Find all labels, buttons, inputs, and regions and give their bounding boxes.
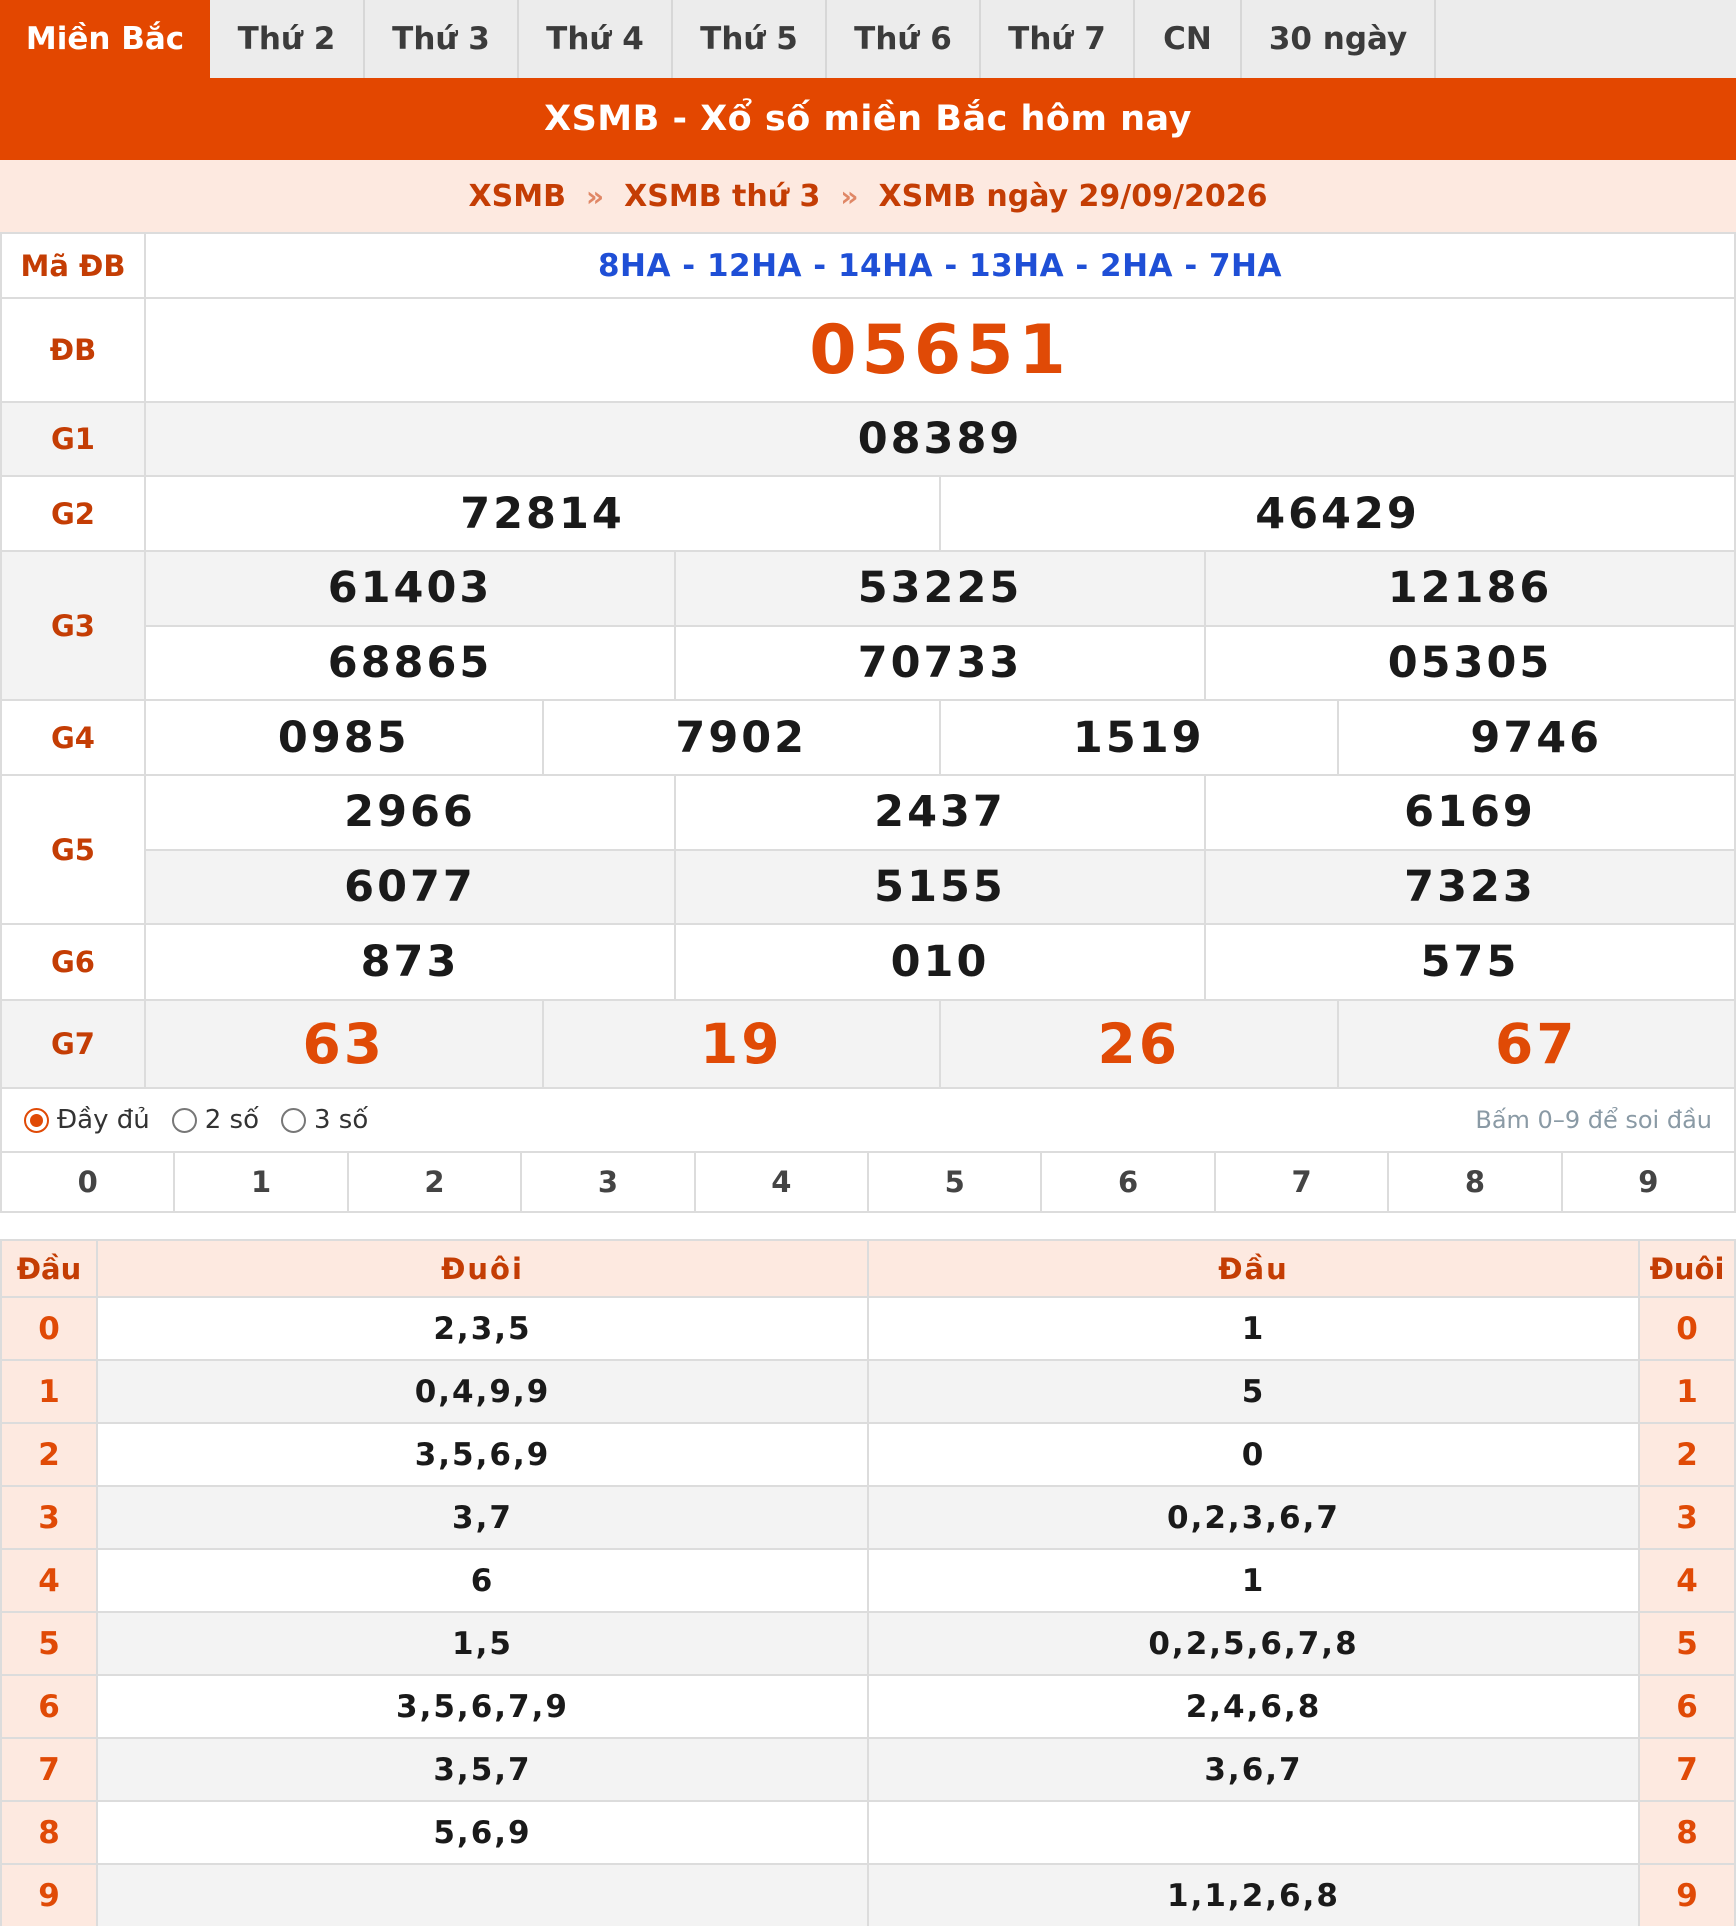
g6-number: 010 bbox=[674, 925, 1204, 999]
loto-duoi-values: 3,7 bbox=[98, 1487, 869, 1548]
tab-thu-7[interactable]: Thứ 7 bbox=[981, 0, 1135, 78]
g2-number: 46429 bbox=[939, 477, 1734, 550]
loto-table bbox=[0, 1239, 1736, 1926]
option-3-digits[interactable] bbox=[281, 1105, 368, 1135]
breadcrumb-separator: » bbox=[586, 179, 605, 213]
loto-duoi-values: 3,5,6,9 bbox=[98, 1424, 869, 1485]
g6-number: 873 bbox=[360, 937, 460, 987]
g5-number: 2966 bbox=[344, 787, 476, 838]
loto-key-duoi: 4 bbox=[1640, 1550, 1736, 1611]
ma-db-codes: 8HA - 12HA - 14HA - 13HA - 2HA - 7HA bbox=[597, 247, 1282, 284]
prize-g7-row bbox=[0, 1001, 1736, 1089]
digit-button-4[interactable]: 4 bbox=[696, 1153, 869, 1211]
prize-label-g7: G7 bbox=[0, 1001, 146, 1087]
option-2-digits-label: 2 số bbox=[204, 1105, 259, 1135]
loto-row bbox=[2, 1487, 1736, 1550]
g2-number: 72814 bbox=[460, 488, 625, 539]
g4-number: 0985 bbox=[277, 712, 410, 763]
g5-number: 6077 bbox=[344, 861, 476, 912]
tab-30-ngay[interactable]: 30 ngày bbox=[1242, 0, 1436, 78]
loto-duoi-values: 1,5 bbox=[98, 1613, 869, 1674]
g5-number: 7323 bbox=[1204, 851, 1734, 924]
loto-duoi-values: 3,5,6,7,9 bbox=[98, 1676, 869, 1737]
page-title: XSMB - Xổ số miền Bắc hôm nay bbox=[0, 78, 1736, 160]
g3-number: 68865 bbox=[327, 637, 493, 688]
loto-duoi-values: 5,6,9 bbox=[98, 1802, 869, 1863]
prize-db-row bbox=[0, 299, 1736, 403]
tab-mien-bac[interactable]: Miền Bắc bbox=[0, 0, 210, 78]
loto-key-duoi: 3 bbox=[1640, 1487, 1736, 1548]
option-full-label: Đầy đủ bbox=[57, 1105, 150, 1135]
loto-duoi-values: 6 bbox=[98, 1550, 869, 1611]
loto-key-duoi: 0 bbox=[1640, 1298, 1736, 1359]
g5-number: 6169 bbox=[1204, 776, 1734, 849]
results-table bbox=[0, 232, 1736, 1089]
g7-number: 63 bbox=[302, 1012, 386, 1076]
loto-dau-values: 0,2,3,6,7 bbox=[869, 1487, 1640, 1548]
loto-dau-values: 3,6,7 bbox=[869, 1739, 1640, 1800]
loto-dau-values: 0,2,5,6,7,8 bbox=[869, 1613, 1640, 1674]
g1-number: 08389 bbox=[857, 414, 1023, 464]
header-dau: Đầu bbox=[869, 1241, 1640, 1296]
radio-icon[interactable] bbox=[281, 1108, 306, 1133]
prize-label-g5: G5 bbox=[0, 776, 146, 923]
loto-key-duoi: 1 bbox=[1640, 1361, 1736, 1422]
g6-number: 575 bbox=[1204, 925, 1734, 999]
loto-duoi-values: 0,4,9,9 bbox=[98, 1361, 869, 1422]
g7-number: 67 bbox=[1337, 1001, 1735, 1087]
loto-key-duoi: 5 bbox=[1640, 1613, 1736, 1674]
digit-filter-bar bbox=[0, 1153, 1736, 1213]
digit-button-0[interactable]: 0 bbox=[2, 1153, 175, 1211]
loto-key-dau: 2 bbox=[2, 1424, 98, 1485]
header-dau: Đầu bbox=[2, 1241, 98, 1296]
ma-db-label: Mã ĐB bbox=[0, 234, 146, 297]
loto-key-dau: 1 bbox=[2, 1361, 98, 1422]
loto-dau-values: 1 bbox=[869, 1298, 1640, 1359]
loto-key-dau: 7 bbox=[2, 1739, 98, 1800]
digit-button-9[interactable]: 9 bbox=[1563, 1153, 1736, 1211]
g3-number: 05305 bbox=[1204, 627, 1734, 700]
breadcrumb-date[interactable]: XSMB ngày 29/09/2026 bbox=[878, 178, 1268, 214]
loto-rows bbox=[2, 1298, 1736, 1926]
ma-db-row bbox=[0, 234, 1736, 299]
g4-number: 7902 bbox=[542, 701, 940, 774]
loto-row bbox=[2, 1550, 1736, 1613]
loto-key-dau: 0 bbox=[2, 1298, 98, 1359]
loto-row bbox=[2, 1865, 1736, 1926]
digit-button-1[interactable]: 1 bbox=[175, 1153, 348, 1211]
tab-thu-6[interactable]: Thứ 6 bbox=[827, 0, 981, 78]
digit-button-5[interactable]: 5 bbox=[869, 1153, 1042, 1211]
prize-label-db: ĐB bbox=[0, 299, 146, 401]
loto-key-duoi: 6 bbox=[1640, 1676, 1736, 1737]
loto-key-duoi: 9 bbox=[1640, 1865, 1736, 1926]
special-prize-number: 05651 bbox=[809, 310, 1071, 390]
radio-selected-icon[interactable] bbox=[24, 1108, 49, 1133]
header-duoi: Đuôi bbox=[1640, 1241, 1736, 1296]
prize-label-g6: G6 bbox=[0, 925, 146, 999]
prize-label-g4: G4 bbox=[0, 701, 146, 774]
loto-row bbox=[2, 1676, 1736, 1739]
loto-key-dau: 6 bbox=[2, 1676, 98, 1737]
g5-number: 5155 bbox=[674, 851, 1204, 924]
loto-dau-values bbox=[869, 1802, 1640, 1863]
option-3-digits-label: 3 số bbox=[313, 1105, 369, 1135]
prize-label-g3: G3 bbox=[0, 552, 146, 699]
g7-number: 26 bbox=[939, 1001, 1337, 1087]
digit-button-2[interactable]: 2 bbox=[349, 1153, 522, 1211]
loto-dau-values: 0 bbox=[869, 1424, 1640, 1485]
loto-row bbox=[2, 1298, 1736, 1361]
loto-row bbox=[2, 1802, 1736, 1865]
prize-g3-row bbox=[0, 552, 1736, 701]
loto-key-duoi: 2 bbox=[1640, 1424, 1736, 1485]
loto-key-dau: 9 bbox=[2, 1865, 98, 1926]
g4-number: 9746 bbox=[1337, 701, 1735, 774]
loto-header bbox=[2, 1241, 1736, 1298]
digit-button-3[interactable]: 3 bbox=[522, 1153, 695, 1211]
prize-g2-row bbox=[0, 477, 1736, 552]
prize-g6-row bbox=[0, 925, 1736, 1001]
breadcrumb-separator: » bbox=[840, 179, 859, 213]
loto-key-dau: 8 bbox=[2, 1802, 98, 1863]
breadcrumb-xsmb-thu-3[interactable]: XSMB thứ 3 bbox=[624, 178, 821, 214]
header-duoi: Đuôi bbox=[98, 1241, 869, 1296]
loto-key-duoi: 7 bbox=[1640, 1739, 1736, 1800]
prize-g1-row bbox=[0, 403, 1736, 477]
tab-thu-5[interactable]: Thứ 5 bbox=[673, 0, 827, 78]
loto-dau-values: 1,1,2,6,8 bbox=[869, 1865, 1640, 1926]
g4-number: 1519 bbox=[939, 701, 1337, 774]
radio-icon[interactable] bbox=[172, 1108, 197, 1133]
loto-key-dau: 5 bbox=[2, 1613, 98, 1674]
tab-thu-3[interactable]: Thứ 3 bbox=[365, 0, 519, 78]
loto-row bbox=[2, 1361, 1736, 1424]
display-options bbox=[0, 1089, 1736, 1153]
digit-hint: Bấm 0–9 để soi đầu bbox=[1475, 1106, 1712, 1134]
g3-number: 12186 bbox=[1204, 552, 1734, 625]
loto-key-dau: 4 bbox=[2, 1550, 98, 1611]
loto-dau-values: 2,4,6,8 bbox=[869, 1676, 1640, 1737]
loto-key-duoi: 8 bbox=[1640, 1802, 1736, 1863]
loto-row bbox=[2, 1739, 1736, 1802]
loto-duoi-values: 3,5,7 bbox=[98, 1739, 869, 1800]
prize-g5-row bbox=[0, 776, 1736, 925]
g3-number: 61403 bbox=[327, 563, 493, 614]
prize-g4-row bbox=[0, 701, 1736, 776]
digit-button-8[interactable]: 8 bbox=[1389, 1153, 1562, 1211]
tab-thu-4[interactable]: Thứ 4 bbox=[519, 0, 673, 78]
g3-number: 53225 bbox=[674, 552, 1204, 625]
digit-button-6[interactable]: 6 bbox=[1042, 1153, 1215, 1211]
loto-key-dau: 3 bbox=[2, 1487, 98, 1548]
breadcrumb-xsmb[interactable]: XSMB bbox=[468, 178, 567, 214]
prize-label-g1: G1 bbox=[0, 403, 146, 475]
option-2-digits[interactable] bbox=[172, 1105, 259, 1135]
loto-row bbox=[2, 1424, 1736, 1487]
prize-label-g2: G2 bbox=[0, 477, 146, 550]
region-day-tabs bbox=[0, 0, 1736, 78]
g7-number: 19 bbox=[542, 1001, 940, 1087]
loto-duoi-values: 2,3,5 bbox=[98, 1298, 869, 1359]
loto-row bbox=[2, 1613, 1736, 1676]
loto-dau-values: 5 bbox=[869, 1361, 1640, 1422]
g3-number: 70733 bbox=[674, 627, 1204, 700]
loto-dau-values: 1 bbox=[869, 1550, 1640, 1611]
tab-thu-2[interactable]: Thứ 2 bbox=[210, 0, 365, 78]
option-full[interactable] bbox=[24, 1105, 150, 1135]
breadcrumb bbox=[0, 160, 1736, 232]
tab-cn[interactable]: CN bbox=[1135, 0, 1242, 78]
loto-duoi-values bbox=[98, 1865, 869, 1926]
g5-number: 2437 bbox=[674, 776, 1204, 849]
digit-button-7[interactable]: 7 bbox=[1216, 1153, 1389, 1211]
